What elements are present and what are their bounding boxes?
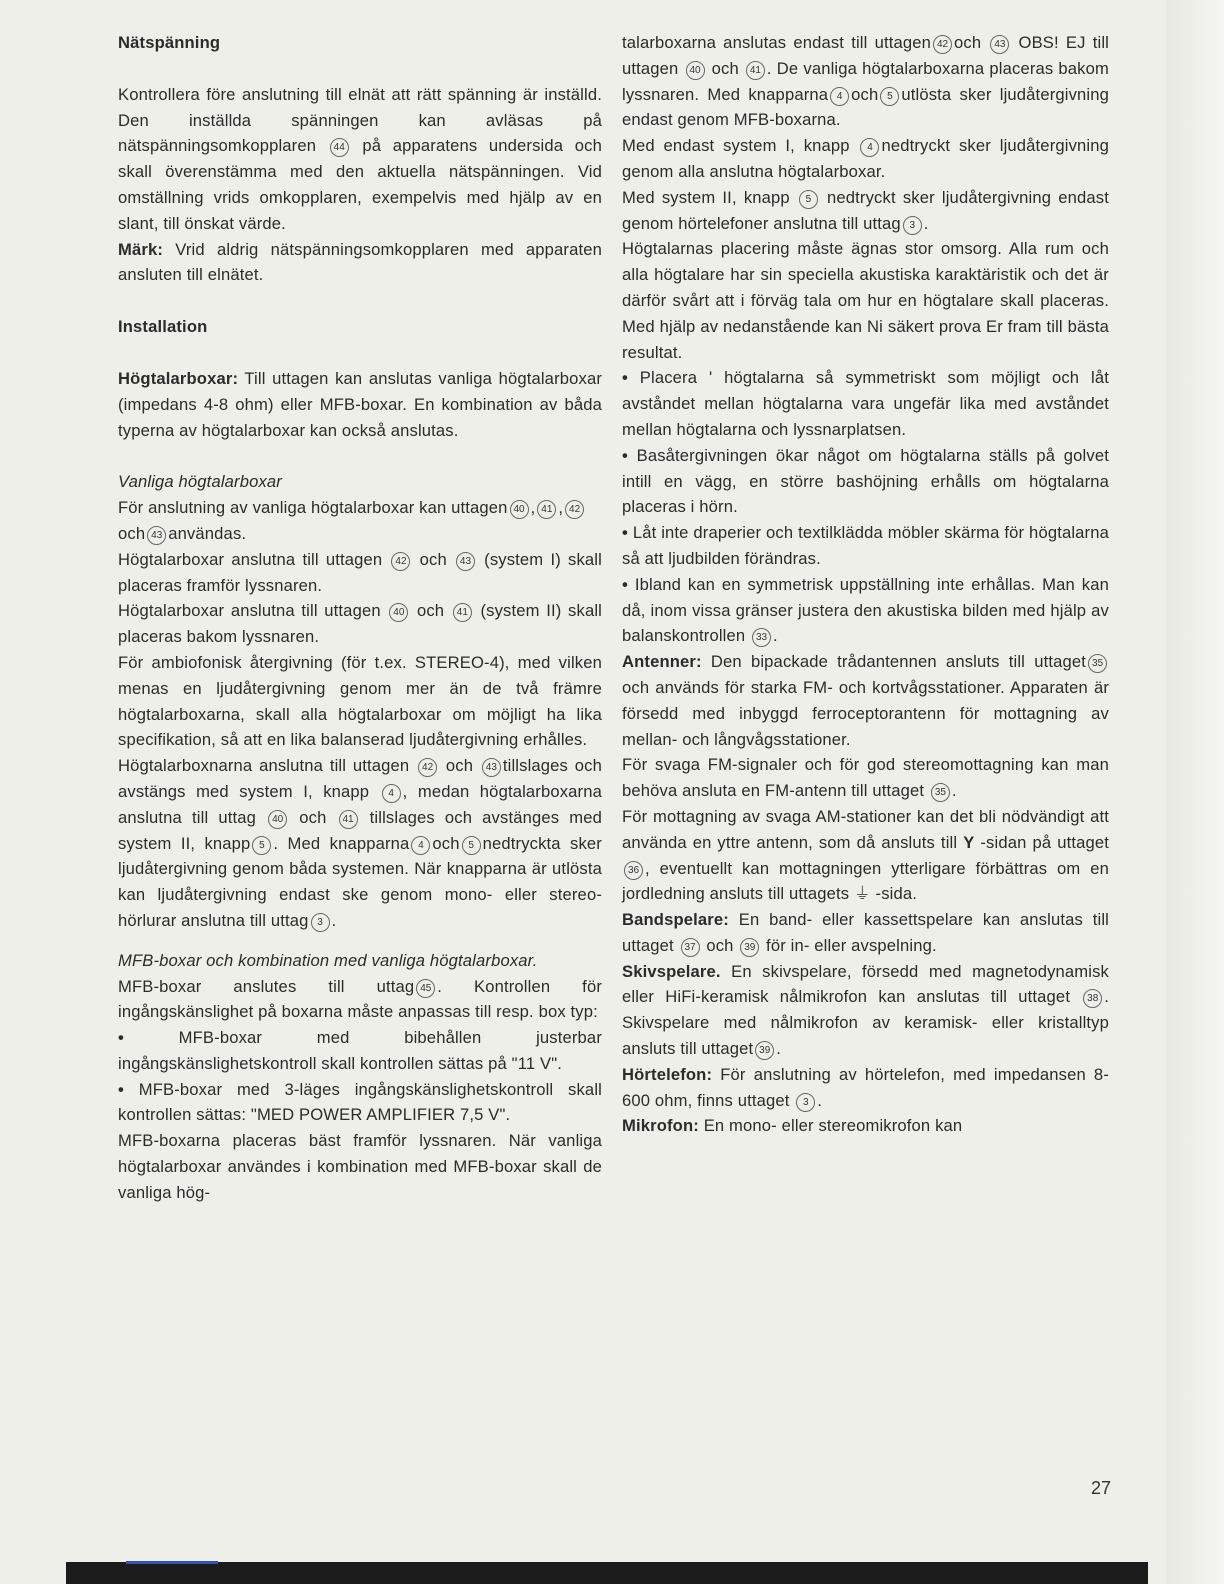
ground-symbol-icon: ⏚ [854, 884, 871, 904]
vanliga-paragraph-5: Högtalarboxnarna anslutna till uttagen 42 och 43 tillslages och avstängs med system I, knapp 4 , medan högtalarboxarna anslutna till uttag 40 och 41 tillslages och avstänges med system II, knapp 5 . Med knapparna 4 och 5 nedtryckta sker ljudåtergivning genom båda systemen. När knapparna är utlösta kan ljudåtergivning endast ske genom mono- eller stereo-hörlurar anslutna till uttag 3 . [118, 756, 603, 930]
mfb-paragraph-2: MFB-boxarna placeras bäst framför lyssnaren. När vanliga högtalarboxar användes i kombination med MFB-boxar skall de vanliga hög- [118, 1131, 602, 1202]
scan-bottom-edge [66, 1562, 1148, 1584]
hogtalarboxar-paragraph: Högtalarboxar: Till uttagen kan anslutas vanliga högtalarboxar (impedans 4-8 ohm) eller MFB-boxar. En kombination av båda typerna av högtalarboxar kan också anslutas. [118, 368, 602, 440]
antenna-symbol-icon: Y [963, 832, 975, 852]
placering-bullet-4: • Ibland kan en symmetrisk uppställning inte erhållas. Man kan då, inom vissa gränser justera den akustiska bilden med hjälp av balanskontrollen 33 . [622, 574, 1109, 646]
natspanning-heading: Nätspänning [118, 33, 221, 52]
hortelefon-paragraph: Hörtelefon: För anslutning av hörtelefon, med impedansen 8-600 ohm, finns uttaget 3 . [622, 1064, 1109, 1110]
vanliga-paragraph-3: Högtalarboxar anslutna till uttagen 40 och 41 (system II) skall placeras bakom lyssnaren. [118, 601, 602, 647]
continued-paragraph-2: Med endast system I, knapp 4 nedtryckt sker ljudåtergivning genom alla anslutna högtalarboxar. [622, 136, 1110, 181]
continued-paragraph-1: talarboxarna anslutas endast till uttagen 42 och 43 OBS! EJ till uttagen 40 och 41 . De vanliga högtalarboxarna placeras bakom lyssnaren. Med knapparna 4 och 5 utlösta sker ljudåtergivning endast genom MFB-boxarna. [622, 33, 1110, 130]
bandspelare-paragraph: Bandspelare: En band- eller kassettspelare kan anslutas till uttaget 37 och 39 för in- eller avspelning. [622, 910, 1109, 955]
left-column [118, 30, 602, 1206]
mfb-bullet-2: • MFB-boxar med 3-läges ingångskänslighetskontroll skall kontrollen sättas: "MED POWER AMPLIFIER 7,5 V". [118, 1079, 602, 1125]
installation-heading: Installation [118, 317, 208, 337]
scan-bottom-accent [126, 1561, 218, 1564]
mark-paragraph: Märk: Vrid aldrig nätspänningsomkopplaren med apparaten ansluten till elnätet. [118, 239, 602, 285]
mfb-bullet-1: • MFB-boxar med bibehållen justerbar ingångskänslighetskontroll skall kontrollen sättas på "11 V". [118, 1028, 602, 1073]
placering-bullet-1: • Placera ' högtalarna så symmetriskt som möjligt och låt avståndet mellan högtalarna vara ungefär lika med avståndet mellan högtalarna och lyssnarplatsen. [622, 368, 1109, 439]
placering-bullet-3: • Låt inte draperier och textilklädda möbler skärma för högtalarna så att ljudbilden förändras. [622, 523, 1109, 568]
socket-ref-icon: 44 [330, 138, 349, 157]
vanliga-paragraph-1: För anslutning av vanliga högtalarboxar kan uttagen 40 , 41 , 42och 43 användas. [118, 495, 602, 547]
antenner-paragraph-2: För svaga FM-signaler och för god stereomottagning kan man behöva ansluta en FM-antenn till uttaget 35 . [622, 755, 1109, 801]
vanliga-paragraph-2: Högtalarboxar anslutna till uttagen 42 och 43 (system I) skall placeras framför lyssnaren. [118, 549, 602, 595]
antenner-paragraph-3: För mottagning av svaga AM-stationer kan det bli nödvändigt att använda en yttre antenn, som då ansluts till Y -sidan på uttaget 36 , eventuellt kan mottagningen ytterligare förbättras om en jordledning ansluts till uttagets ⏚ -sida. [622, 806, 1109, 904]
mfb-heading: MFB-boxar och kombination med vanliga högtalarboxar. [118, 950, 538, 970]
natspanning-paragraph: Kontrollera före anslutning till elnät att rätt spänning är inställd. Den inställda spänningen kan avläsas på nätspänningsomkopplaren 44 på apparatens undersida och skall överenstämma med den aktuella nätspänningen. Vid omställning vrids omkopplaren, exempelvis med hjälp av en slant, till önskat värde. [118, 84, 602, 233]
page-number: 27 [1090, 1478, 1111, 1498]
antenner-paragraph-1: Antenner: Den bipackade trådantennen ansluts till uttaget 35 och används för starka FM- och kortvågsstationer. Apparaten är försedd med inbyggd ferroceptorantenn för mottagning av mellan- och långvågsstationer. [622, 652, 1109, 749]
placering-bullet-2: • Basåtergivningen ökar något om högtalarna ställs på golvet intill en vägg, en större bashöjning erhålls om högtalarna placeras i hörn. [622, 445, 1109, 517]
vanliga-heading: Vanliga högtalarboxar [118, 472, 282, 492]
vanliga-paragraph-4: För ambiofonisk återgivning (för t.ex. STEREO-4), med vilken menas en ljudåtergivning genom mer än de två främre högtalarboxarna, skall alla högtalarboxar om möjligt ha lika specifikation, så att en lika balanserad ljudåtergivning erhålles. [118, 652, 602, 750]
mikrofon-paragraph: Mikrofon: En mono- eller stereomikrofon kan [622, 1116, 963, 1136]
skivspelare-paragraph: Skivspelare. En skivspelare, försedd med magnetodynamisk eller HiFi-keramisk nålmikrofon kan anslutas till uttaget 38 . Skivspelare med nålmikrofon av keramisk- eller kristalltyp ansluts till uttaget 39 . [622, 961, 1109, 1059]
placering-paragraph: Högtalarnas placering måste ägnas stor omsorg. Alla rum och alla högtalare har sin speciella akustiska karaktäristik och det är därför svårt att i förväg tala om hur en högtalare skall placeras. Med hjälp av nedanstående kan Ni säkert prova Er fram till bästa resultat. [622, 239, 1109, 362]
mfb-paragraph-1: MFB-boxar anslutes till uttag 45 . Kontrollen för ingångskänslighet på boxarna måste anpassas till resp. box typ: [118, 976, 603, 1022]
page-edge [1166, 0, 1224, 1584]
continued-paragraph-3: Med system II, knapp 5 nedtryckt sker ljudåtergivning endast genom hörtelefoner anslutna till uttag 3 . [622, 187, 1109, 233]
right-column [622, 30, 1109, 1139]
